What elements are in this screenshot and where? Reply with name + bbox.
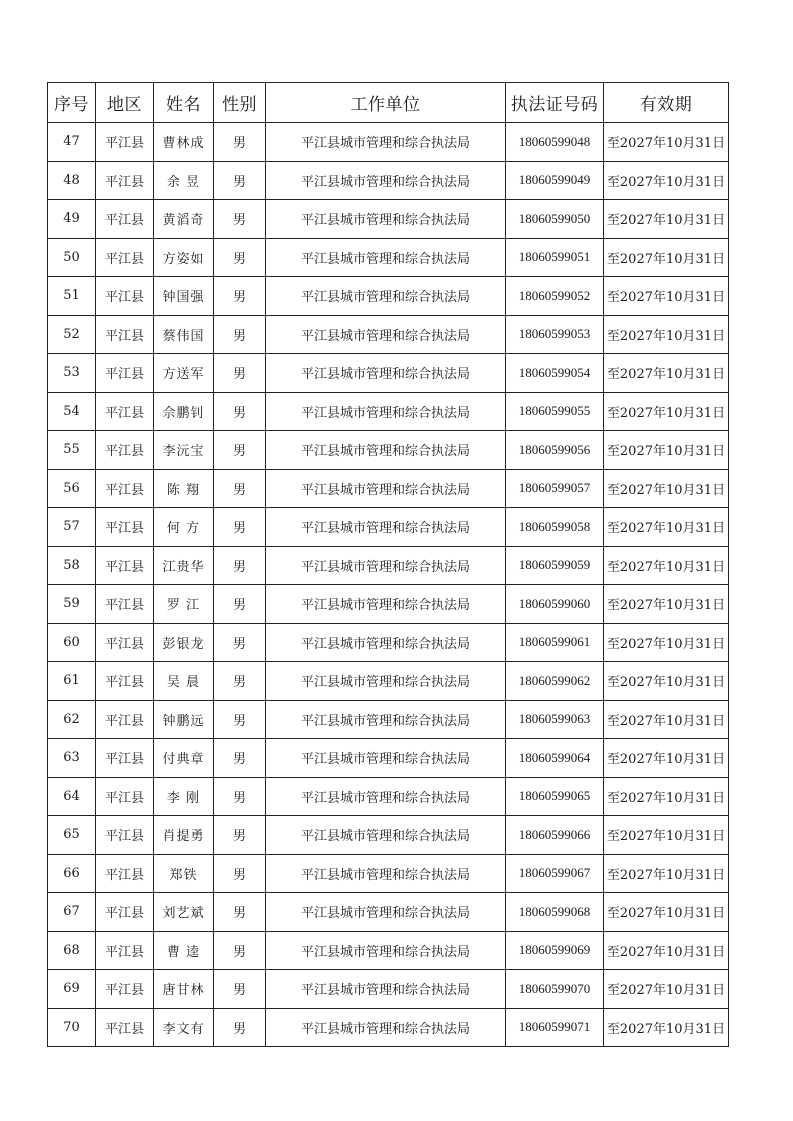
row-validity: 至2027年10月31日: [604, 200, 729, 239]
row-gender: 男: [214, 854, 266, 893]
row-gender: 男: [214, 700, 266, 739]
row-region: 平江县: [96, 854, 154, 893]
row-name: 吴 晨: [154, 662, 214, 701]
row-region: 平江县: [96, 508, 154, 547]
row-name: 曹 逵: [154, 931, 214, 970]
table-row: [48, 623, 729, 662]
row-serial-number: 48: [48, 161, 96, 200]
row-name: 郑铁: [154, 854, 214, 893]
row-serial-number: 52: [48, 315, 96, 354]
row-region: 平江县: [96, 200, 154, 239]
row-work-unit: 平江县城市管理和综合执法局: [266, 508, 506, 547]
header-serial-number: 序号: [48, 83, 96, 123]
row-validity: 至2027年10月31日: [604, 893, 729, 932]
row-work-unit: 平江县城市管理和综合执法局: [266, 931, 506, 970]
table-row: [48, 931, 729, 970]
row-validity: 至2027年10月31日: [604, 354, 729, 393]
row-validity: 至2027年10月31日: [604, 970, 729, 1009]
table-row: [48, 392, 729, 431]
row-region: 平江县: [96, 238, 154, 277]
row-gender: 男: [214, 970, 266, 1009]
row-certificate-number: 18060599062: [506, 662, 604, 701]
row-region: 平江县: [96, 816, 154, 855]
table-row: [48, 431, 729, 470]
row-serial-number: 59: [48, 585, 96, 624]
row-name: 李 刚: [154, 777, 214, 816]
row-name: 陈 翔: [154, 469, 214, 508]
row-gender: 男: [214, 392, 266, 431]
row-name: 余 昱: [154, 161, 214, 200]
row-gender: 男: [214, 354, 266, 393]
row-name: 曹林成: [154, 123, 214, 162]
row-serial-number: 60: [48, 623, 96, 662]
table-row: [48, 700, 729, 739]
row-work-unit: 平江县城市管理和综合执法局: [266, 469, 506, 508]
table-row: [48, 123, 729, 162]
row-gender: 男: [214, 662, 266, 701]
row-certificate-number: 18060599055: [506, 392, 604, 431]
row-work-unit: 平江县城市管理和综合执法局: [266, 277, 506, 316]
table-row: [48, 354, 729, 393]
row-certificate-number: 18060599060: [506, 585, 604, 624]
row-validity: 至2027年10月31日: [604, 854, 729, 893]
table-header-row: [48, 83, 729, 123]
row-validity: 至2027年10月31日: [604, 662, 729, 701]
row-region: 平江县: [96, 662, 154, 701]
table-row: [48, 1008, 729, 1047]
table-row: [48, 200, 729, 239]
header-name: 姓名: [154, 83, 214, 123]
table-row: [48, 508, 729, 547]
row-serial-number: 56: [48, 469, 96, 508]
row-validity: 至2027年10月31日: [604, 277, 729, 316]
row-serial-number: 62: [48, 700, 96, 739]
row-certificate-number: 18060599067: [506, 854, 604, 893]
table-row: [48, 277, 729, 316]
row-work-unit: 平江县城市管理和综合执法局: [266, 1008, 506, 1047]
header-validity: 有效期: [604, 83, 729, 123]
table-row: [48, 315, 729, 354]
row-region: 平江县: [96, 354, 154, 393]
header-region: 地区: [96, 83, 154, 123]
row-validity: 至2027年10月31日: [604, 546, 729, 585]
row-name: 黄滔奇: [154, 200, 214, 239]
row-work-unit: 平江县城市管理和综合执法局: [266, 123, 506, 162]
row-certificate-number: 18060599064: [506, 739, 604, 778]
row-validity: 至2027年10月31日: [604, 431, 729, 470]
row-serial-number: 64: [48, 777, 96, 816]
row-validity: 至2027年10月31日: [604, 161, 729, 200]
row-serial-number: 61: [48, 662, 96, 701]
row-serial-number: 47: [48, 123, 96, 162]
row-certificate-number: 18060599054: [506, 354, 604, 393]
row-work-unit: 平江县城市管理和综合执法局: [266, 662, 506, 701]
row-region: 平江县: [96, 739, 154, 778]
row-gender: 男: [214, 1008, 266, 1047]
row-certificate-number: 18060599066: [506, 816, 604, 855]
row-serial-number: 63: [48, 739, 96, 778]
table-row: [48, 469, 729, 508]
row-work-unit: 平江县城市管理和综合执法局: [266, 238, 506, 277]
row-work-unit: 平江县城市管理和综合执法局: [266, 585, 506, 624]
row-region: 平江县: [96, 277, 154, 316]
row-gender: 男: [214, 315, 266, 354]
row-name: 肖提勇: [154, 816, 214, 855]
row-region: 平江县: [96, 469, 154, 508]
row-serial-number: 50: [48, 238, 96, 277]
row-name: 刘艺斌: [154, 893, 214, 932]
row-name: 钟鹏远: [154, 700, 214, 739]
row-validity: 至2027年10月31日: [604, 623, 729, 662]
row-validity: 至2027年10月31日: [604, 777, 729, 816]
row-certificate-number: 18060599050: [506, 200, 604, 239]
table-row: [48, 546, 729, 585]
row-serial-number: 65: [48, 816, 96, 855]
row-validity: 至2027年10月31日: [604, 931, 729, 970]
row-validity: 至2027年10月31日: [604, 816, 729, 855]
table-row: [48, 662, 729, 701]
row-certificate-number: 18060599065: [506, 777, 604, 816]
row-region: 平江县: [96, 893, 154, 932]
table-row: [48, 739, 729, 778]
table-row: [48, 585, 729, 624]
row-name: 方送军: [154, 354, 214, 393]
row-gender: 男: [214, 238, 266, 277]
row-validity: 至2027年10月31日: [604, 123, 729, 162]
row-gender: 男: [214, 739, 266, 778]
row-name: 钟国强: [154, 277, 214, 316]
row-validity: 至2027年10月31日: [604, 1008, 729, 1047]
header-gender: 性别: [214, 83, 266, 123]
row-work-unit: 平江县城市管理和综合执法局: [266, 816, 506, 855]
row-region: 平江县: [96, 970, 154, 1009]
row-gender: 男: [214, 200, 266, 239]
row-certificate-number: 18060599059: [506, 546, 604, 585]
row-gender: 男: [214, 161, 266, 200]
row-region: 平江县: [96, 585, 154, 624]
row-validity: 至2027年10月31日: [604, 392, 729, 431]
row-gender: 男: [214, 585, 266, 624]
row-serial-number: 55: [48, 431, 96, 470]
row-name: 蔡伟国: [154, 315, 214, 354]
row-serial-number: 70: [48, 1008, 96, 1047]
row-serial-number: 51: [48, 277, 96, 316]
row-name: 佘鹏钊: [154, 392, 214, 431]
row-name: 彭银龙: [154, 623, 214, 662]
row-name: 唐甘林: [154, 970, 214, 1009]
row-certificate-number: 18060599070: [506, 970, 604, 1009]
table-row: [48, 238, 729, 277]
row-region: 平江县: [96, 1008, 154, 1047]
row-work-unit: 平江县城市管理和综合执法局: [266, 392, 506, 431]
row-gender: 男: [214, 508, 266, 547]
table-row: [48, 970, 729, 1009]
row-certificate-number: 18060599056: [506, 431, 604, 470]
row-region: 平江县: [96, 123, 154, 162]
row-work-unit: 平江县城市管理和综合执法局: [266, 893, 506, 932]
row-validity: 至2027年10月31日: [604, 315, 729, 354]
row-work-unit: 平江县城市管理和综合执法局: [266, 777, 506, 816]
row-serial-number: 53: [48, 354, 96, 393]
row-region: 平江县: [96, 623, 154, 662]
row-work-unit: 平江县城市管理和综合执法局: [266, 623, 506, 662]
table-row: [48, 777, 729, 816]
row-region: 平江县: [96, 315, 154, 354]
row-validity: 至2027年10月31日: [604, 469, 729, 508]
row-name: 李沅宝: [154, 431, 214, 470]
row-certificate-number: 18060599069: [506, 931, 604, 970]
row-serial-number: 66: [48, 854, 96, 893]
row-certificate-number: 18060599061: [506, 623, 604, 662]
row-serial-number: 49: [48, 200, 96, 239]
row-validity: 至2027年10月31日: [604, 700, 729, 739]
row-serial-number: 68: [48, 931, 96, 970]
personnel-table: [47, 82, 729, 1047]
row-serial-number: 54: [48, 392, 96, 431]
table-row: [48, 816, 729, 855]
row-name: 李文有: [154, 1008, 214, 1047]
row-certificate-number: 18060599058: [506, 508, 604, 547]
row-gender: 男: [214, 469, 266, 508]
table-row: [48, 854, 729, 893]
table-body: [48, 123, 729, 1047]
header-certificate-number: 执法证号码: [506, 83, 604, 123]
row-serial-number: 58: [48, 546, 96, 585]
row-work-unit: 平江县城市管理和综合执法局: [266, 970, 506, 1009]
row-validity: 至2027年10月31日: [604, 508, 729, 547]
row-work-unit: 平江县城市管理和综合执法局: [266, 354, 506, 393]
row-certificate-number: 18060599071: [506, 1008, 604, 1047]
row-gender: 男: [214, 816, 266, 855]
row-work-unit: 平江县城市管理和综合执法局: [266, 739, 506, 778]
row-name: 方姿如: [154, 238, 214, 277]
row-serial-number: 57: [48, 508, 96, 547]
row-certificate-number: 18060599049: [506, 161, 604, 200]
row-work-unit: 平江县城市管理和综合执法局: [266, 200, 506, 239]
row-work-unit: 平江县城市管理和综合执法局: [266, 700, 506, 739]
row-gender: 男: [214, 623, 266, 662]
row-certificate-number: 18060599052: [506, 277, 604, 316]
row-name: 何 方: [154, 508, 214, 547]
row-serial-number: 69: [48, 970, 96, 1009]
table-row: [48, 161, 729, 200]
row-work-unit: 平江县城市管理和综合执法局: [266, 431, 506, 470]
row-certificate-number: 18060599051: [506, 238, 604, 277]
row-work-unit: 平江县城市管理和综合执法局: [266, 315, 506, 354]
row-certificate-number: 18060599053: [506, 315, 604, 354]
row-work-unit: 平江县城市管理和综合执法局: [266, 854, 506, 893]
row-gender: 男: [214, 931, 266, 970]
row-validity: 至2027年10月31日: [604, 585, 729, 624]
row-name: 罗 江: [154, 585, 214, 624]
row-gender: 男: [214, 431, 266, 470]
row-certificate-number: 18060599048: [506, 123, 604, 162]
row-certificate-number: 18060599068: [506, 893, 604, 932]
row-certificate-number: 18060599057: [506, 469, 604, 508]
row-gender: 男: [214, 123, 266, 162]
row-validity: 至2027年10月31日: [604, 238, 729, 277]
header-work-unit: 工作单位: [266, 83, 506, 123]
row-region: 平江县: [96, 546, 154, 585]
row-serial-number: 67: [48, 893, 96, 932]
row-region: 平江县: [96, 161, 154, 200]
row-region: 平江县: [96, 700, 154, 739]
row-work-unit: 平江县城市管理和综合执法局: [266, 161, 506, 200]
row-region: 平江县: [96, 777, 154, 816]
row-name: 付典章: [154, 739, 214, 778]
row-region: 平江县: [96, 392, 154, 431]
row-work-unit: 平江县城市管理和综合执法局: [266, 546, 506, 585]
row-certificate-number: 18060599063: [506, 700, 604, 739]
table-row: [48, 893, 729, 932]
row-gender: 男: [214, 893, 266, 932]
row-name: 江贵华: [154, 546, 214, 585]
row-region: 平江县: [96, 931, 154, 970]
row-gender: 男: [214, 277, 266, 316]
row-gender: 男: [214, 777, 266, 816]
row-gender: 男: [214, 546, 266, 585]
row-validity: 至2027年10月31日: [604, 739, 729, 778]
row-region: 平江县: [96, 431, 154, 470]
